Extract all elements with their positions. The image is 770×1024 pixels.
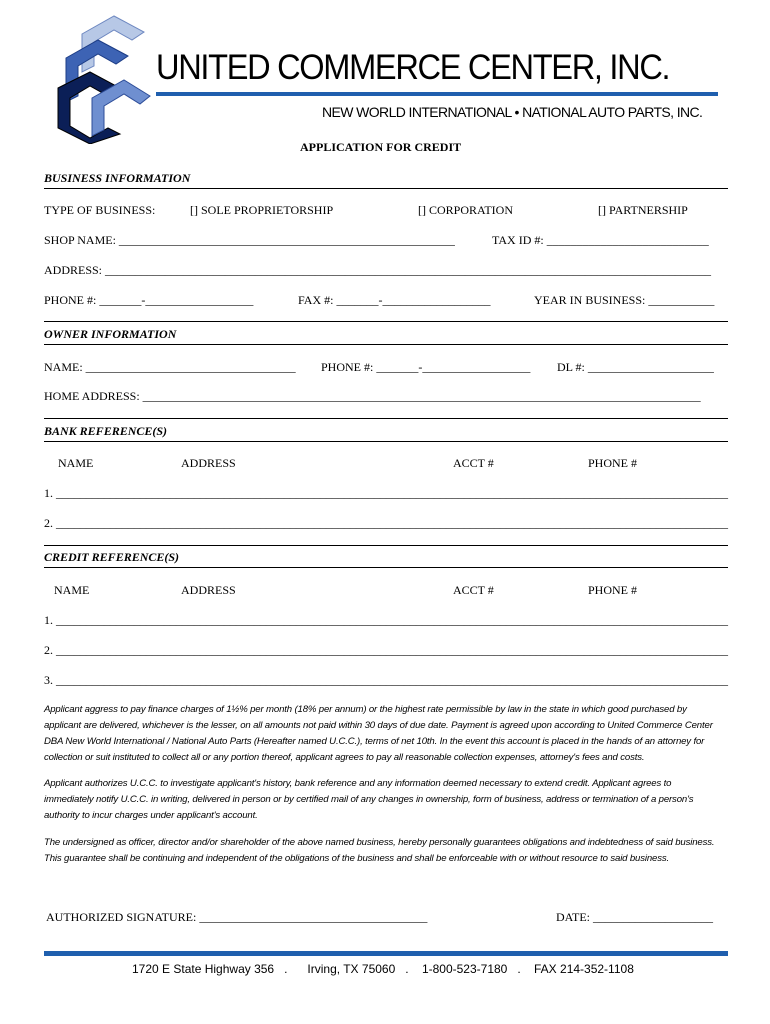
section-rule (44, 567, 728, 568)
date-field[interactable]: DATE: ____________________ (556, 910, 713, 924)
ucc-logo-icon (52, 14, 152, 144)
address-field[interactable]: ADDRESS: _____________________________________________________________________________________________________ (44, 263, 712, 277)
terms-paragraph-authorization: Applicant authorizes U.C.C. to investigate applicant's history, bank reference and any information deemed necessary to extend credit. Applicant agrees to immediately notify U.C.C. in writing, delivered in person or by certified mail of any changes in ownership, form of business, address or termination of a person's authority to incur charges under applicant's account. (44, 778, 694, 821)
home-address-field[interactable]: HOME ADDRESS: _____________________________________________________________________________________________ (44, 389, 701, 403)
credit-reference-line-1[interactable]: 1. ________________________________________________________________________________________________________________ (44, 613, 728, 627)
bank-col-address: ADDRESS (181, 456, 236, 470)
credit-reference-line-2[interactable]: 2. ________________________________________________________________________________________________________________ (44, 643, 728, 657)
owner-dl-field[interactable]: DL #: _____________________ (557, 360, 714, 374)
partnership-checkbox[interactable]: [] PARTNERSHIP (598, 203, 688, 217)
terms-paragraph-finance: Applicant aggress to pay finance charges of 1½% per month (18% per annum) or the highest rate permissible by law in the state in which good purchased by applicant are delivered, whichever is the lesser, on all amounts not paid within 30 days of due date. Payment is agreed upon according to United Commerce Center DBA New World International / National Auto Parts (Hereafter named U.C.C.), terms of net 10th. In the event this account is placed in the hands of an attorney for collection or suit instituted to collect all or any portion thereof, applicant agrees to pay all reasonable collection expenses, attorney's fees and costs. (44, 704, 713, 763)
year-in-business-field[interactable]: YEAR IN BUSINESS: ___________ (534, 293, 715, 307)
company-name: UNITED COMMERCE CENTER, INC. (156, 48, 670, 87)
footer-contact: 1720 E State Highway 356 . Irving, TX 75060 . 1-800-523-7180 . FAX 214-352-1108 (132, 962, 634, 976)
section-bank-heading: BANK REFERENCE(S) (44, 424, 168, 438)
bank-col-acct: ACCT # (453, 456, 494, 470)
bank-reference-line-1[interactable]: 1. ________________________________________________________________________________________________________________ (44, 486, 728, 500)
phone-field[interactable]: PHONE #: _______-__________________ (44, 293, 254, 307)
bank-reference-line-2[interactable]: 2. ________________________________________________________________________________________________________________ (44, 516, 728, 530)
footer-accent-rule (44, 951, 728, 956)
credit-col-name: NAME (54, 583, 90, 597)
section-rule (44, 545, 728, 546)
division-names: NEW WORLD INTERNATIONAL • NATIONAL AUTO PARTS, INC. (322, 104, 703, 120)
section-rule (44, 188, 728, 189)
shop-name-field[interactable]: SHOP NAME: ________________________________________________________ (44, 233, 455, 247)
tax-id-field[interactable]: TAX ID #: ___________________________ (492, 233, 709, 247)
section-rule (44, 441, 728, 442)
authorized-signature-field[interactable]: AUTHORIZED SIGNATURE: ______________________________________ (46, 910, 428, 924)
bank-col-phone: PHONE # (588, 456, 638, 470)
section-rule (44, 321, 728, 322)
fax-field[interactable]: FAX #: _______-__________________ (298, 293, 491, 307)
header-accent-rule (156, 92, 718, 96)
bank-col-name: NAME (58, 456, 94, 470)
owner-name-field[interactable]: NAME: ___________________________________ (44, 360, 296, 374)
credit-col-address: ADDRESS (181, 583, 236, 597)
owner-phone-field[interactable]: PHONE #: _______-__________________ (321, 360, 531, 374)
corporation-checkbox[interactable]: [] CORPORATION (418, 203, 514, 217)
sole-proprietorship-checkbox[interactable]: [] SOLE PROPRIETORSHIP (190, 203, 334, 217)
credit-col-acct: ACCT # (453, 583, 494, 597)
section-business-heading: BUSINESS INFORMATION (44, 171, 191, 185)
section-rule (44, 344, 728, 345)
credit-col-phone: PHONE # (588, 583, 638, 597)
section-owner-heading: OWNER INFORMATION (44, 327, 177, 341)
terms-paragraph-guarantee: The undersigned as officer, director and/or shareholder of the above named business, hereby personally guarantees obligations and indebtedness of said business. This guarantee shall be continuing and independent of the obligations of the business and shall be enforceable with or without resource to said business. (44, 837, 715, 864)
section-credit-heading: CREDIT REFERENCE(S) (44, 550, 180, 564)
form-title: APPLICATION FOR CREDIT (300, 140, 462, 154)
section-rule (44, 418, 728, 419)
type-of-business-label: TYPE OF BUSINESS: (44, 203, 156, 217)
credit-reference-line-3[interactable]: 3. ________________________________________________________________________________________________________________ (44, 673, 728, 687)
